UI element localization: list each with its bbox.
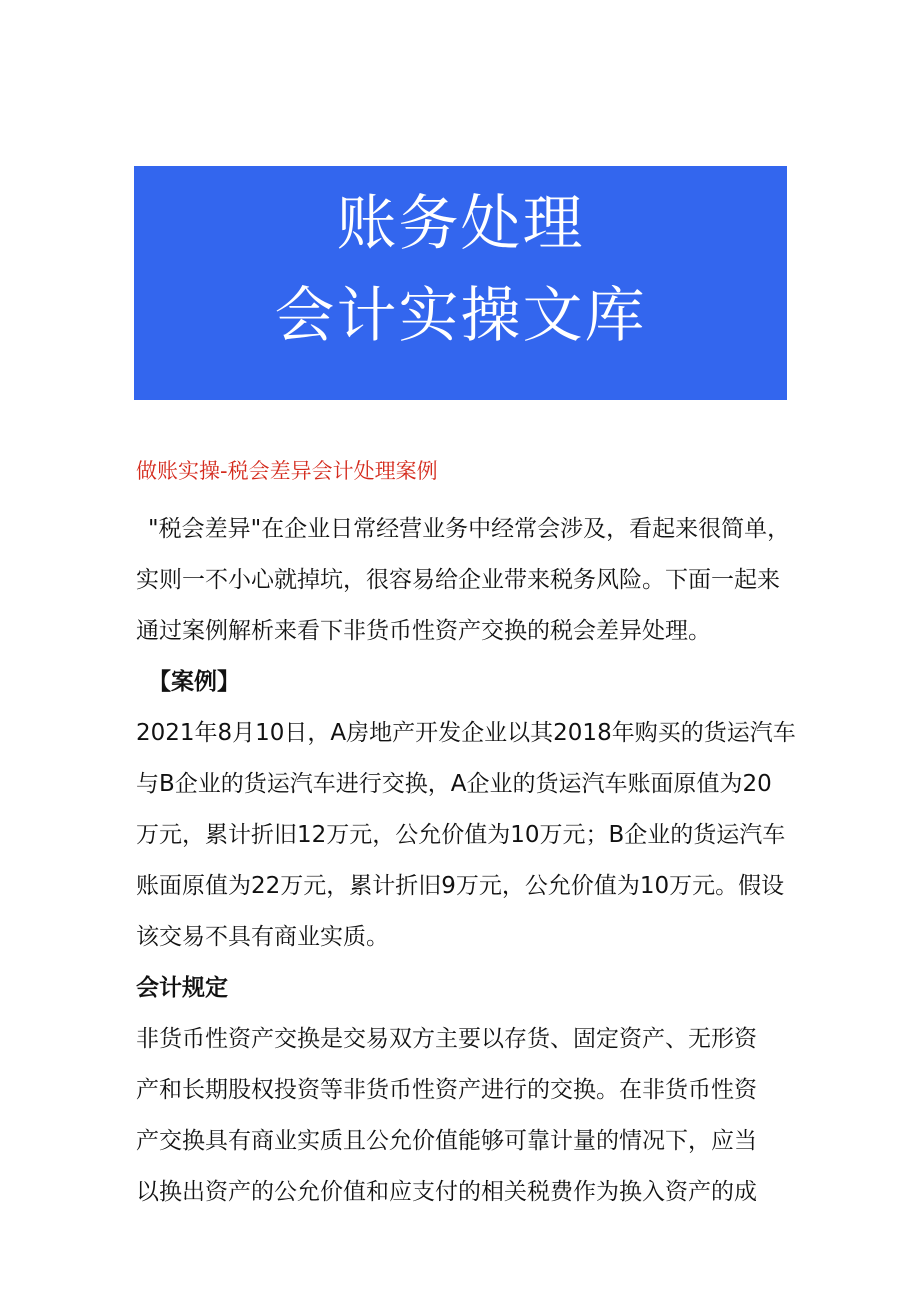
case-line: 万元，累计折旧12万元，公允价值为10万元；B企业的货运汽车	[136, 822, 786, 848]
rules-paragraph	[136, 1014, 786, 1218]
intro-line: 通过案例解析来看下非货币性资产交换的税会差异处理。	[136, 618, 711, 644]
rules-line: 非货币性资产交换是交易双方主要以存货、固定资产、无形资	[136, 1026, 757, 1052]
intro-line: "税会差异"在企业日常经营业务中经常会涉及，看起来很简单，	[148, 516, 791, 542]
case-line: 账面原值为22万元，累计折旧9万元，公允价值为10万元。假设	[136, 873, 785, 899]
article-title: 做账实操-税会差异会计处理案例	[136, 459, 438, 483]
intro-paragraph	[136, 504, 791, 657]
article-body	[136, 455, 796, 1218]
banner-title-line-2: 会计实操文库	[274, 281, 647, 351]
rules-line: 产交换具有商业实质且公允价值能够可靠计量的情况下，应当	[136, 1128, 757, 1154]
case-line: 该交易不具有商业实质。	[136, 924, 389, 950]
case-paragraph	[136, 708, 796, 963]
rules-heading: 会计规定	[136, 975, 228, 1001]
rules-line: 产和长期股权投资等非货币性资产进行的交换。在非货币性资	[136, 1077, 757, 1103]
case-heading: 【案例】	[148, 669, 240, 695]
banner-title-line-1: 账务处理	[336, 189, 585, 259]
rules-line: 以换出资产的公允价值和应支付的相关税费作为换入资产的成	[136, 1179, 757, 1205]
case-line: 与B企业的货运汽车进行交换，A企业的货运汽车账面原值为20	[136, 771, 772, 797]
intro-line: 实则一不小心就掉坑，很容易给企业带来税务风险。下面一起来	[136, 567, 780, 593]
title-banner	[134, 166, 787, 400]
case-line: 2021年8月10日，A房地产开发企业以其2018年购买的货运汽车	[136, 720, 796, 746]
